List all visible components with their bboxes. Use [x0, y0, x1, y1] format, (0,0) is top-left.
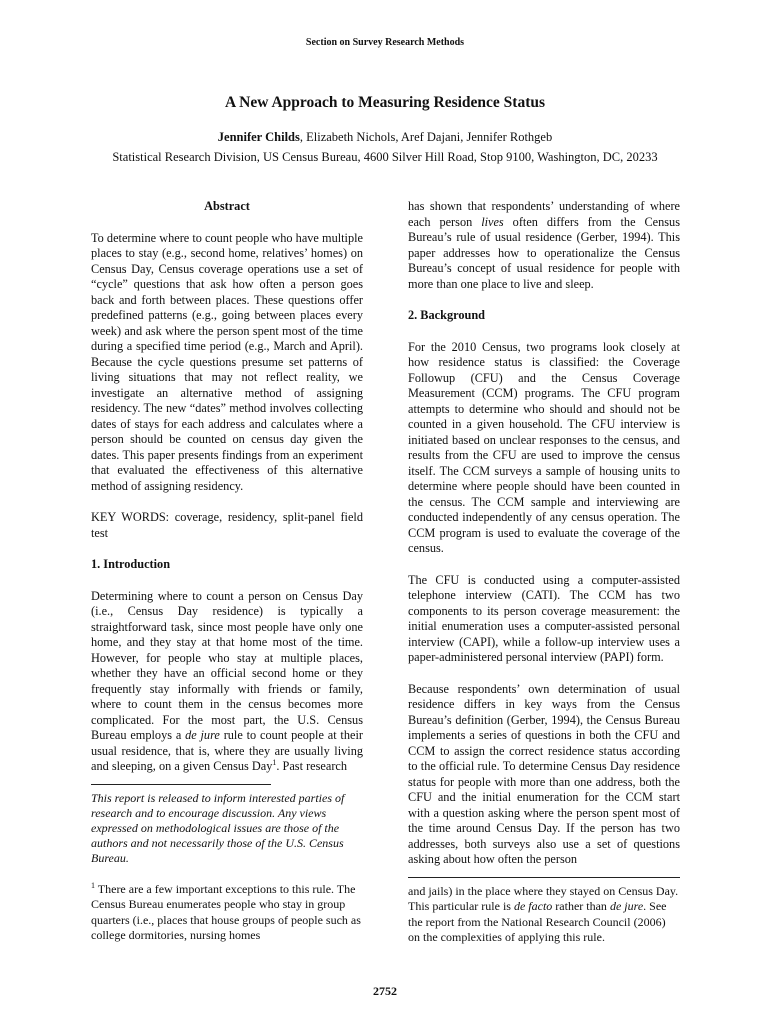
- keywords: KEY WORDS: coverage, residency, split-panel field test: [91, 510, 363, 540]
- intro-text-c: . Past research: [276, 759, 348, 773]
- intro-text-b: rule to count people at their usual residence, that is, where they are usually living and sleeping, on a given Census Day: [91, 728, 363, 773]
- footnote-cont-a: and jails) in the place where they stayed on Census Day. This particular rule is: [408, 883, 679, 913]
- release-note: This report is released to inform interested parties of research and to encourage discussion. Any views expressed on methodological issues are those of the authors and not necessarily those of the U.S. Census Bureau.: [91, 790, 345, 865]
- footnote-divider-right: [408, 877, 680, 878]
- footnote-emphasis-1: de facto: [513, 899, 553, 913]
- right-column: [408, 199, 680, 946]
- abstract-body: To determine where to count people who have multiple places to stay (e.g., second home, relatives’ homes) on Census Day, Census coverage operations use a set of “cycle” questions that ask how often a person goes back and forth between places. These questions offer predefined patterns (e.g., going between places every week) and ask where the person spent most of the time during a specified time period (e.g., March and April). Because the cycle questions presume set patterns of living situations that may not reflect reality, we investigate an alternative method of assigning residency. The new “dates” method involves collecting dates of stays for each address and calculates where a person should be counted on census day given the dates. This paper presents findings from an experiment that evaluated the effectiveness of this alternative method of assigning residency.: [91, 230, 363, 493]
- background-heading: 2. Background: [408, 308, 485, 322]
- intro-emphasis: de jure: [185, 728, 220, 742]
- footnote-marker: 1: [272, 757, 277, 767]
- footnote-1-text: There are a few important exceptions to this rule. The Census Bureau enumerates people who stay in group quarters (i.e., places that house groups of people such as college dormitories, nursing homes: [91, 881, 361, 942]
- paper-title: A New Approach to Measuring Residence Status: [224, 94, 546, 111]
- continuation-text-b: often differs from the Census Bureau’s rule of usual residence (Gerber, 1994). This paper addresses how to operationalize the Census Bureau’s concept of usual residence for people with more than one place to live and sleep.: [408, 214, 680, 291]
- affiliation: Statistical Research Division, US Census Bureau, 4600 Silver Hill Road, Stop 9100, Washington, DC, 20233: [112, 150, 658, 164]
- footnote-divider: [91, 784, 271, 785]
- footnote-number: 1: [91, 880, 95, 890]
- running-head: Section on Survey Research Methods: [305, 37, 465, 48]
- lead-author: Jennifer Childs: [217, 130, 300, 144]
- footnote-emphasis-2: de jure: [609, 899, 644, 913]
- intro-text-a: Determining where to count a person on Census Day (i.e., Census Day residence) is typically a straightforward task, since most people have only one home, and they stay at that home most of the time. However, for people who stay at multiple places, whether they have an official second home or they frequently stay informally with friends or family, where to count them in the census becomes more complicated. For the most part, the U.S. Census Bureau employs a: [91, 588, 363, 742]
- abstract-heading: Abstract: [204, 199, 250, 213]
- author-list: [0, 130, 770, 145]
- footnote-1-continued: [408, 884, 680, 946]
- page-number: 2752: [373, 984, 397, 998]
- footnote-cont-b: rather than: [552, 899, 610, 913]
- left-column: [91, 199, 363, 944]
- footnote-1: [91, 882, 363, 944]
- background-paragraph-1: For the 2010 Census, two programs look closely at how residence status is classified: the Coverage Followup (CFU) and the Census Coverage Measurement (CCM) programs. The CFU program attempts to determine who should and should not be counted in a given household. The CFU interview is initiated based on unclear responses to the census, and results from the CFU are used to improve the census itself. The CCM surveys a sample of housing units to determine where people should have been counted in the census. The CCM sample and interviewing are conducted independently of any census operation. The CCM program is used to evaluate the coverage of the census.: [408, 339, 680, 555]
- continuation-emphasis: lives: [481, 214, 504, 229]
- footnote-cont-c: . See the report from the National Research Council (2006) on the complexities of applying this rule.: [408, 899, 667, 944]
- background-paragraph-3: Because respondents’ own determination of usual residence differs in key ways from the Census Bureau’s definition (Gerber, 1994), the Census Bureau implements a series of questions in both the CFU and CCM to assign the correct residence status according to the official rule. To determine Census Day residence status for people with more than one address, both the CFU and the initial enumeration for the CCM start with a question asking where the person spent most of the time around Census Day. If the person has two addresses, both surveys also use a set of questions asking about how often the person: [408, 681, 680, 866]
- coauthors: , Elizabeth Nichols, Aref Dajani, Jennifer Rothgeb: [299, 130, 553, 144]
- intro-continuation: [408, 199, 680, 292]
- intro-paragraph: [91, 589, 363, 775]
- intro-heading: 1. Introduction: [91, 557, 171, 571]
- continuation-text-a: has shown that respondents’ understanding of where each person: [408, 199, 680, 229]
- background-paragraph-2: The CFU is conducted using a computer-assisted telephone interview (CATI). The CCM has two components to its person coverage measurement: the initial enumeration uses a computer-assisted personal interview (CAPI), while a follow-up interview uses a paper-administered personal interview (PAPI) form.: [408, 572, 680, 664]
